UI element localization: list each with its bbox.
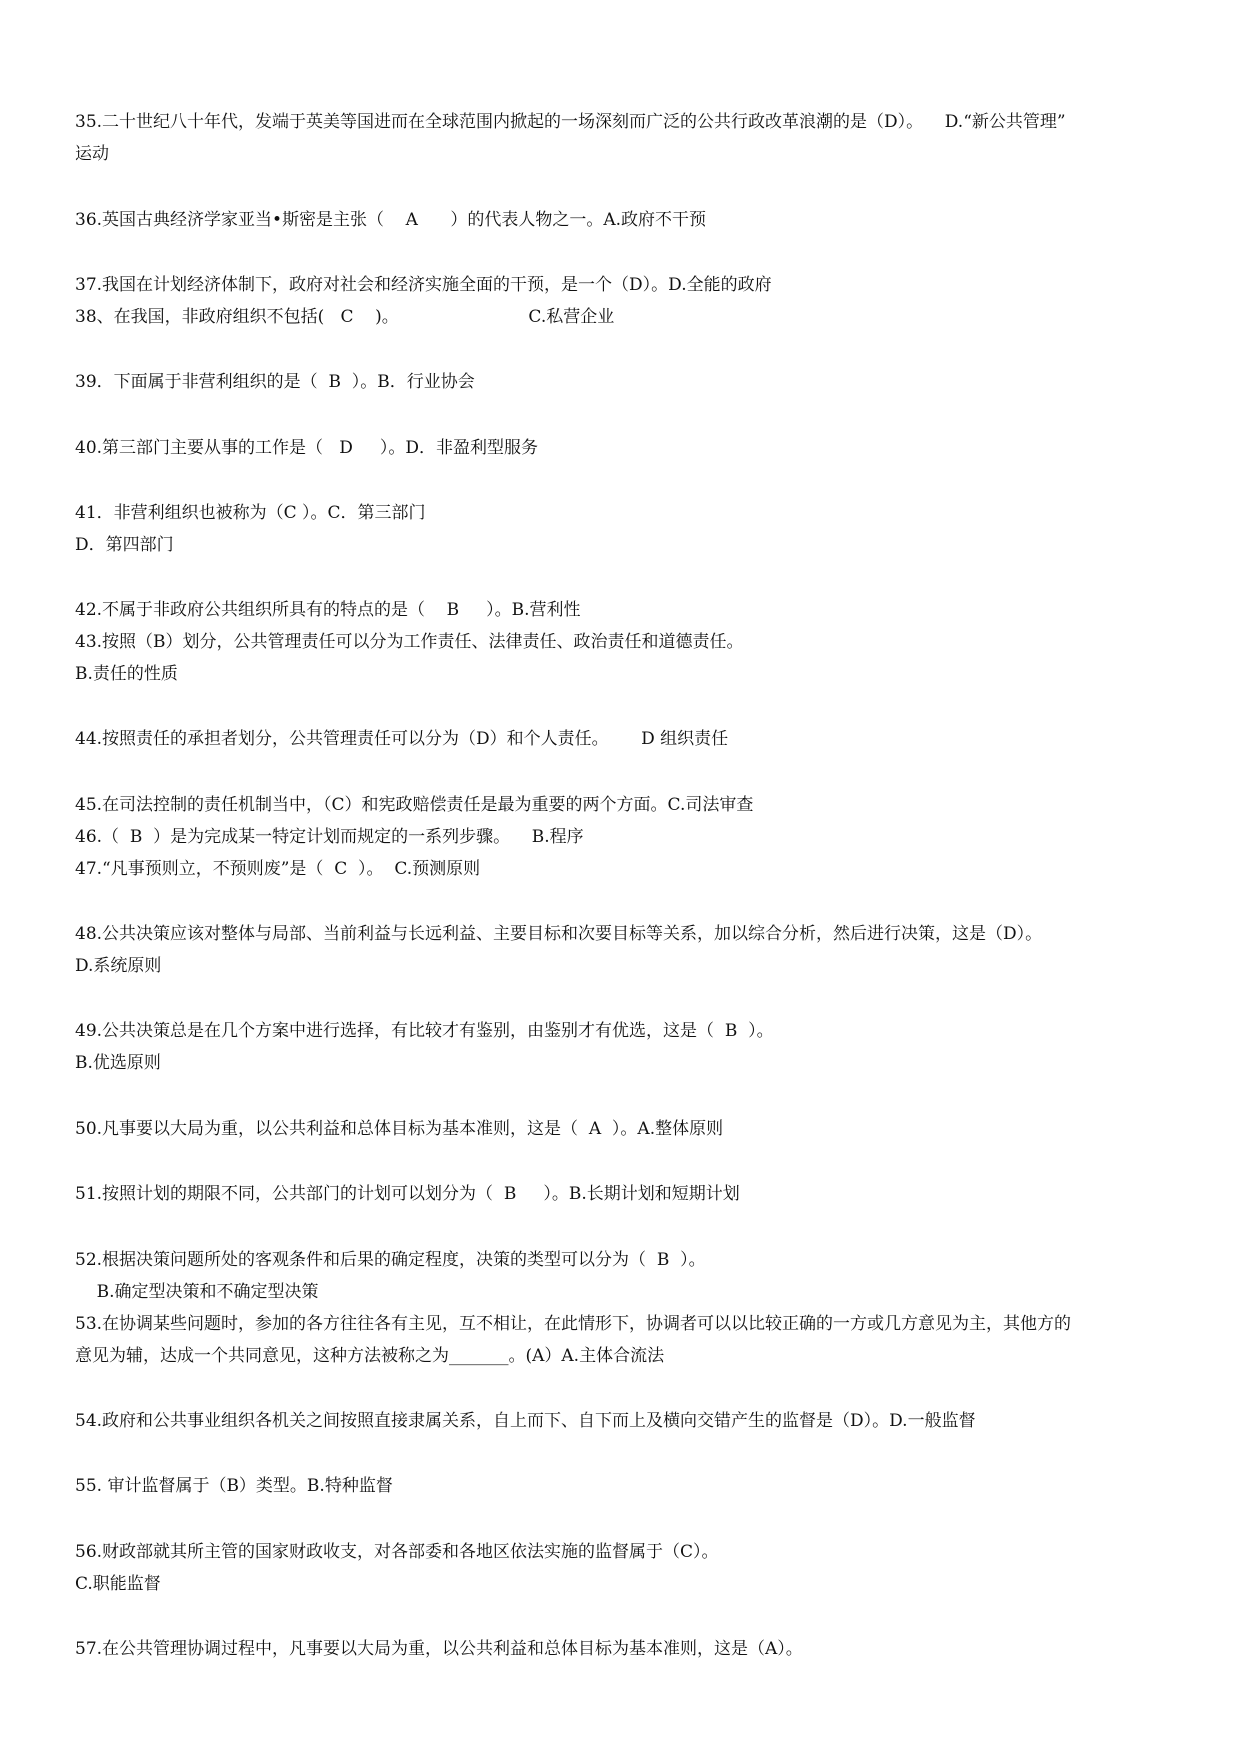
- question-55-line: 55. 审计监督属于（B）类型。B.特种监督: [75, 1476, 393, 1496]
- question-38-line: 38、在我国，非政府组织不包括( C )。 C.私营企业: [75, 307, 615, 327]
- question-40-line: 40.第三部门主要从事的工作是（ D ）。D．非盈利型服务: [75, 438, 539, 458]
- question-37-line: 37.我国在计划经济体制下，政府对社会和经济实施全面的干预，是一个（D）。D.全能的政府: [75, 275, 772, 295]
- question-49-line: 49.公共决策总是在几个方案中进行选择，有比较才有鉴别，由鉴别才有优选，这是（ B ）。: [75, 1021, 774, 1041]
- question-35-line: 35.二十世纪八十年代，发端于英美等国进而在全球范围内掀起的一场深刻而广泛的公共行政改革浪潮的是（D）。 D.“新公共管理”: [75, 112, 1066, 132]
- question-43-answer: B.责任的性质: [75, 664, 178, 684]
- question-57-line: 57.在公共管理协调过程中，凡事要以大局为重，以公共利益和总体目标为基本准则，这是（A）。: [75, 1639, 803, 1659]
- question-41-extra-option: D．第四部门: [75, 535, 174, 555]
- question-43-line: 43.按照（B）划分，公共管理责任可以分为工作责任、法律责任、政治责任和道德责任。: [75, 632, 744, 652]
- question-54-line: 54.政府和公共事业组织各机关之间按照直接隶属关系，自上而下、自下而上及横向交错产生的监督是（D）。D.一般监督: [75, 1411, 976, 1431]
- question-56-answer: C.职能监督: [75, 1574, 161, 1594]
- question-51-line: 51.按照计划的期限不同，公共部门的计划可以划分为（ B ）。B.长期计划和短期计划: [75, 1184, 740, 1204]
- question-48-line: 48.公共决策应该对整体与局部、当前利益与长远利益、主要目标和次要目标等关系，加以综合分析，然后进行决策，这是（D）。: [75, 924, 1043, 944]
- question-35-continuation: 运动: [75, 144, 109, 164]
- question-52-answer: B.确定型决策和不确定型决策: [75, 1282, 319, 1302]
- question-49-answer: B.优选原则: [75, 1053, 161, 1073]
- question-52-line: 52.根据决策问题所处的客观条件和后果的确定程度，决策的类型可以分为（ B ）。: [75, 1250, 706, 1270]
- question-53-line: 53.在协调某些问题时，参加的各方往往各有主见，互不相让，在此情形下，协调者可以以比较正确的一方或几方意见为主，其他方的: [75, 1314, 1072, 1334]
- question-48-answer: D.系统原则: [75, 956, 162, 976]
- question-47-line: 47.“凡事预则立，不预则废”是（ C ）。 C.预测原则: [75, 859, 481, 879]
- question-42-line: 42.不属于非政府公共组织所具有的特点的是（ B ）。B.营利性: [75, 600, 581, 620]
- question-39-line: 39．下面属于非营利组织的是（ B ）。B．行业协会: [75, 372, 475, 392]
- question-36-line: 36.英国古典经济学家亚当•斯密是主张（ A ）的代表人物之一。A.政府不干预: [75, 210, 707, 230]
- question-44-line: 44.按照责任的承担者划分，公共管理责任可以分为（D）和个人责任。 D 组织责任: [75, 729, 729, 749]
- question-45-line: 45.在司法控制的责任机制当中，（C）和宪政赔偿责任是最为重要的两个方面。C.司法审查: [75, 795, 754, 815]
- question-50-line: 50.凡事要以大局为重，以公共利益和总体目标为基本准则，这是（ A ）。A.整体原则: [75, 1119, 724, 1139]
- question-41-line: 41．非营利组织也被称为（C ）。C．第三部门: [75, 503, 426, 523]
- question-56-line: 56.财政部就其所主管的国家财政收支，对各部委和各地区依法实施的监督属于（C）。: [75, 1542, 719, 1562]
- question-53-continuation: 意见为辅，达成一个共同意见，这种方法被称之为_______。(A）A.主体合流法: [75, 1346, 665, 1366]
- question-46-line: 46.（ B ）是为完成某一特定计划而规定的一系列步骤。 B.程序: [75, 827, 584, 847]
